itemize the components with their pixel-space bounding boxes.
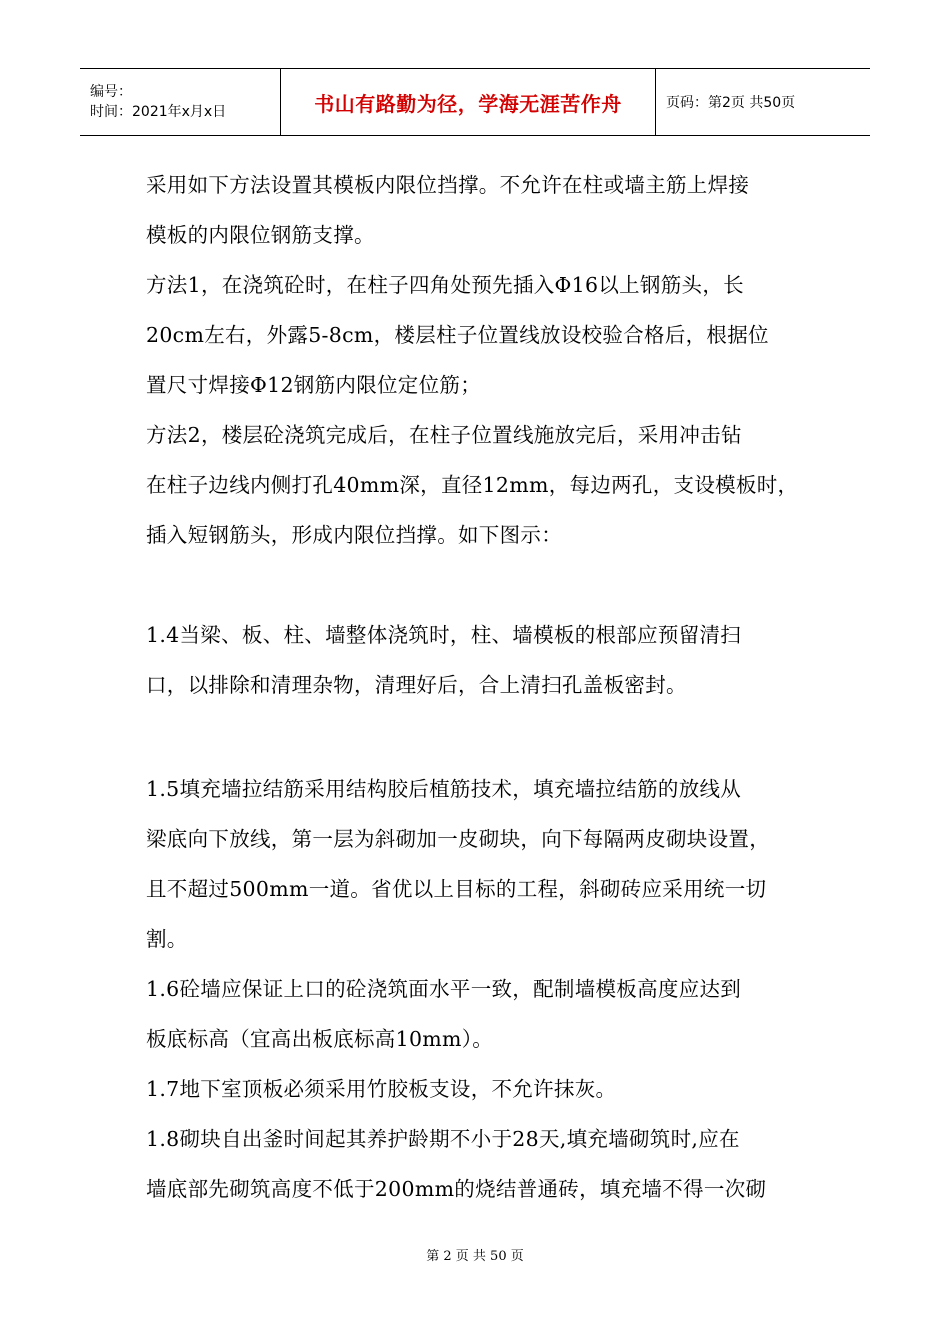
header-page-info: 页码：第2页 共50页 [666,95,796,111]
body-line: 插入短钢筋头，形成内限位挡撑。如下图示： [146,523,562,547]
body-line: 1.5填充墙拉结筋采用结构胶后植筋技术，填充墙拉结筋的放线从 [146,777,742,801]
body-line: 方法1，在浇筑砼时，在柱子四角处预先插入Φ16以上钢筋头，长 [146,273,744,297]
body-line: 割。 [146,927,188,951]
header-meta-cell [80,69,281,135]
document-body [146,160,816,1214]
number-label: 编号： [90,84,132,100]
body-line: 且不超过500mm一道。省优以上目标的工程，斜砌砖应采用统一切 [146,877,767,901]
body-line: 口，以排除和清理杂物，清理好后，合上清扫孔盖板密封。 [146,673,687,697]
body-line: 1.7地下室顶板必须采用竹胶板支设，不允许抹灰。 [146,1077,617,1101]
body-line: 置尺寸焊接Φ12钢筋内限位定位筋； [146,373,481,397]
blank-line [146,560,816,610]
body-line: 1.8砌块自出釜时间起其养护龄期不小于28天,填充墙砌筑时,应在 [146,1127,740,1151]
body-line: 在柱子边线内侧打孔40mm深，直径12mm，每边两孔，支设模板时， [146,473,799,497]
body-line: 采用如下方法设置其模板内限位挡撑。不允许在柱或墙主筋上焊接 [146,173,750,197]
body-line: 20cm左右，外露5-8cm，楼层柱子位置线放设校验合格后，根据位 [146,323,769,347]
page-footer: 第 2 页 共 50 页 [426,1249,524,1264]
body-line: 1.4当梁、板、柱、墙整体浇筑时，柱、墙模板的根部应预留清扫 [146,623,742,647]
blank-line [146,710,816,760]
date-line: 时间：2021年x月x日 [90,104,227,120]
body-line: 墙底部先砌筑高度不低于200mm的烧结普通砖，填充墙不得一次砌 [146,1177,767,1201]
body-line: 方法2，楼层砼浇筑完成后，在柱子位置线施放完后，采用冲击钻 [146,423,742,447]
header-motto: 书山有路勤为径，学海无涯苦作舟 [281,69,656,135]
body-line: 梁底向下放线，第一层为斜砌加一皮砌块，向下每隔两皮砌块设置， [146,827,770,851]
body-line: 板底标高（宜高出板底标高10mm）。 [146,1027,494,1051]
body-line: 1.6砼墙应保证上口的砼浇筑面水平一致，配制墙模板高度应达到 [146,977,742,1001]
page-header [80,68,870,136]
body-line: 模板的内限位钢筋支撑。 [146,223,375,247]
